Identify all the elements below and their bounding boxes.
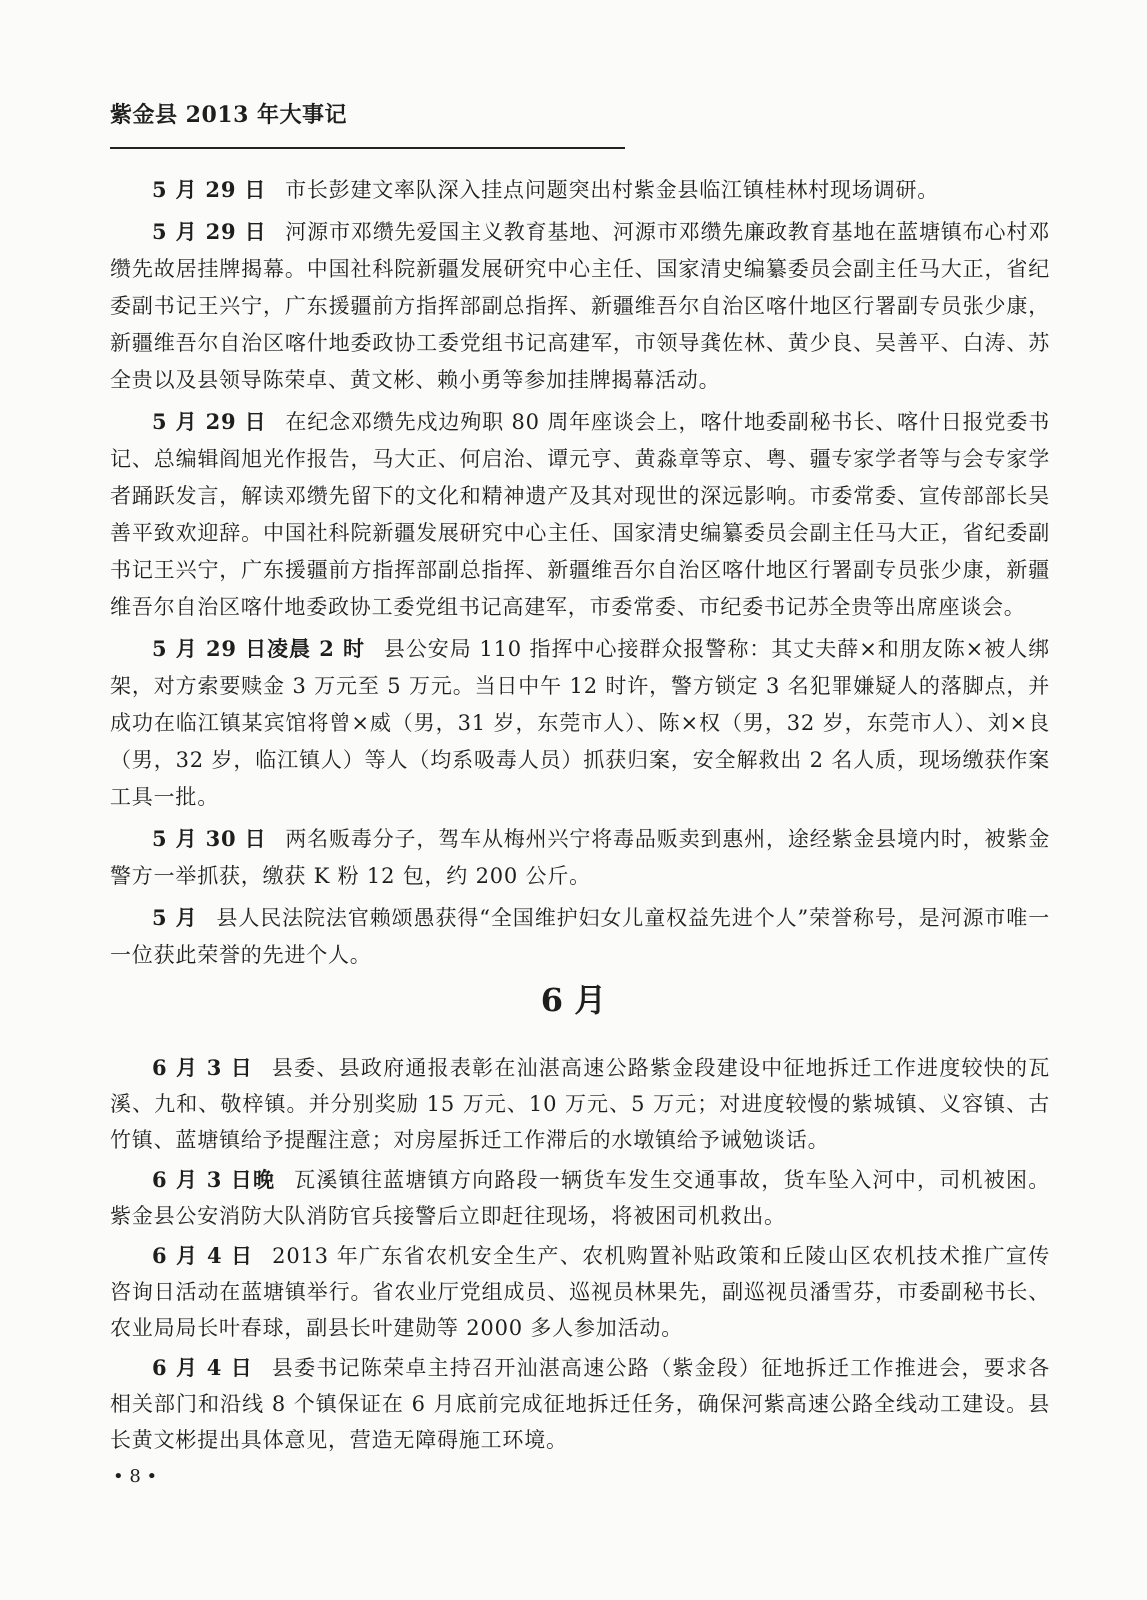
entry — [110, 1238, 1050, 1346]
entry-text: 县公安局 110 指挥中心接群众报警称：其丈夫薛×和朋友陈×被人绑架，对方索要赎金 3 万元至 5 万元。当日中午 12 时许，警方锁定 3 名犯罪嫌疑人的落脚点，并成功在临江镇某宾馆将曾×威（男，31 岁，东莞市人）、陈×权（男，32 岁，东莞市人）、刘×良（男，32 岁，临江镇人）等人（均系吸毒人员）抓获归案，安全解救出 2 名人质，现场缴获作案工具一批。 — [110, 637, 1050, 809]
entry-text: 两名贩毒分子，驾车从梅州兴宁将毒品贩卖到惠州，途经紫金县境内时，被紫金警方一举抓获，缴获 K 粉 12 包，约 200 公斤。 — [110, 827, 1050, 888]
entry-date: 5 月 29 日 — [152, 409, 267, 434]
entry-date: 5 月 29 日 — [152, 219, 267, 244]
entry — [110, 1162, 1050, 1234]
entry-date: 5 月 — [152, 905, 198, 930]
entry-text: 在纪念邓缵先戍边殉职 80 周年座谈会上，喀什地委副秘书长、喀什日报党委书记、总编辑阎旭光作报告，马大正、何启治、谭元亨、黄淼章等京、粤、疆专家学者等与会专家学者踊跃发言，解读邓缵先留下的文化和精神遗产及其对现世的深远影响。市委常委、宣传部部长吴善平致欢迎辞。中国社科院新疆发展研究中心主任、国家清史编纂委员会副主任马大正，省纪委副书记王兴宁，广东援疆前方指挥部副总指挥、新疆维吾尔自治区喀什地区行署副专员张少康，新疆维吾尔自治区喀什地委政协工委党组书记高建军，市委常委、市纪委书记苏全贵等出席座谈会。 — [110, 410, 1051, 619]
entry — [110, 630, 1050, 816]
entry — [110, 171, 1050, 209]
entry — [110, 820, 1050, 895]
entry-text: 县委书记陈荣卓主持召开汕湛高速公路（紫金段）征地拆迁工作推进会，要求各相关部门和沿线 8 个镇保证在 6 月底前完成征地拆迁任务，确保河紫高速公路全线动工建设。县长黄文彬提出具体意见，营造无障碍施工环境。 — [110, 1356, 1050, 1452]
may-entries — [110, 171, 1050, 978]
entry-date: 6 月 4 日 — [152, 1355, 253, 1380]
header-rule — [110, 147, 625, 149]
entry-text: 市长彭建文率队深入挂点问题突出村紫金县临江镇桂林村现场调研。 — [285, 178, 940, 202]
entry — [110, 213, 1050, 399]
page-number: • 8 • — [113, 1466, 158, 1487]
section-heading-june: 6 月 — [540, 981, 607, 1019]
entry — [110, 1350, 1050, 1458]
entry-date: 6 月 3 日晚 — [152, 1167, 276, 1192]
running-head-title: 紫金县 2013 年大事记 — [110, 102, 348, 128]
entry-text: 瓦溪镇往蓝塘镇方向路段一辆货车发生交通事故，货车坠入河中，司机被困。紫金县公安消防大队消防官兵接警后立即赶往现场，将被困司机救出。 — [110, 1168, 1050, 1228]
entry-text: 县人民法院法官赖颂愚获得“全国维护妇女儿童权益先进个人”荣誉称号，是河源市唯一一位获此荣誉的先进个人。 — [110, 906, 1050, 967]
entry-date: 6 月 4 日 — [152, 1243, 254, 1268]
entry-text: 2013 年广东省农机安全生产、农机购置补贴政策和丘陵山区农机技术推广宣传咨询日活动在蓝塘镇举行。省农业厅党组成员、巡视员林果先，副巡视员潘雪芬，市委副秘书长、农业局局长叶春球，副县长叶建勋等 2000 多人参加活动。 — [110, 1244, 1050, 1340]
entry-date: 5 月 29 日凌晨 2 时 — [152, 636, 365, 661]
entry-date: 5 月 30 日 — [152, 826, 267, 851]
entry — [110, 1050, 1050, 1158]
entry — [110, 899, 1050, 974]
entry-text: 县委、县政府通报表彰在汕湛高速公路紫金段建设中征地拆迁工作进度较快的瓦溪、九和、敬梓镇。并分别奖励 15 万元、10 万元、5 万元；对进度较慢的紫城镇、义容镇、古竹镇、蓝塘镇给予提醒注意；对房屋拆迁工作滞后的水墩镇给予诫勉谈话。 — [110, 1056, 1050, 1152]
entry-text: 河源市邓缵先爱国主义教育基地、河源市邓缵先廉政教育基地在蓝塘镇布心村邓缵先故居挂牌揭幕。中国社科院新疆发展研究中心主任、国家清史编纂委员会副主任马大正，省纪委副书记王兴宁，广东援疆前方指挥部副总指挥、新疆维吾尔自治区喀什地区行署副专员张少康，新疆维吾尔自治区喀什地委政协工委党组书记高建军，市领导龚佐林、黄少良、吴善平、白涛、苏全贵以及县领导陈荣卓、黄文彬、赖小勇等参加挂牌揭幕活动。 — [110, 220, 1050, 392]
entry — [110, 403, 1050, 626]
june-entries — [110, 1050, 1050, 1462]
entry-date: 6 月 3 日 — [152, 1055, 253, 1080]
entry-date: 5 月 29 日 — [152, 177, 267, 202]
